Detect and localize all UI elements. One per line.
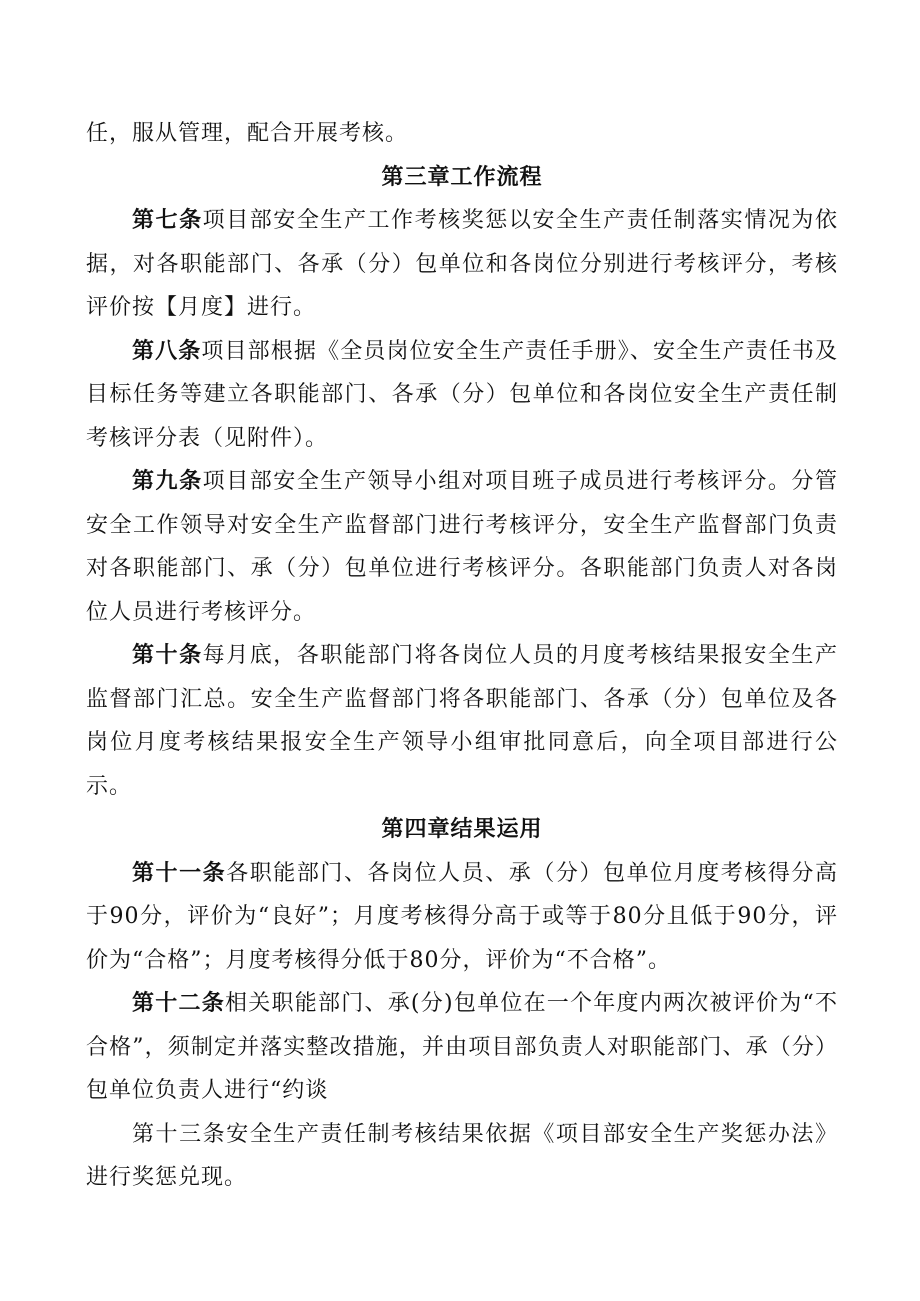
article-7 bbox=[86, 199, 838, 330]
article-8-text: 项目部根据《全员岗位安全生产责任手册》、安全生产责任书及目标任务等建立各职能部门、各承（分）包单位和各岗位安全生产责任制考核评分表（见附件）。 bbox=[86, 338, 838, 451]
article-11-label: 第十一条 bbox=[132, 859, 227, 886]
article-9 bbox=[86, 460, 838, 634]
article-7-text: 项目部安全生产工作考核奖惩以安全生产责任制落实情况为依据，对各职能部门、各承（分）包单位和各岗位分别进行考核评分，考核评价按【月度】进行。 bbox=[86, 208, 838, 320]
document-page bbox=[86, 112, 838, 1200]
article-10 bbox=[86, 634, 838, 808]
article-12-text: 相关职能部门、承(分)包单位在一个年度内两次被评价为“不合格”，须制定并落实整改措施，并由项目部负责人对职能部门、承（分）包单位负责人进行“约谈 bbox=[86, 991, 838, 1103]
article-12-label: 第十二条 bbox=[132, 990, 225, 1016]
chapter-4-title: 第四章结果运用 bbox=[381, 816, 543, 842]
article-7-label: 第七条 bbox=[132, 207, 203, 233]
chapter-3-title: 第三章工作流程 bbox=[381, 163, 543, 190]
article-9-text: 项目部安全生产领导小组对项目班子成员进行考核评分。分管安全工作领导对安全生产监督部门进行考核评分，安全生产监督部门负责对各职能部门、承（分）包单位进行考核评分。各职能部门负责人对各岗位人员进行考核评分。 bbox=[86, 469, 838, 625]
article-12 bbox=[86, 982, 838, 1113]
article-13: 第十三条安全生产责任制考核结果依据《项目部安全生产奖惩办法》进行奖惩兑现。 bbox=[86, 1121, 838, 1190]
article-8-label: 第八条 bbox=[132, 337, 202, 364]
article-10-text: 每月底，各职能部门将各岗位人员的月度考核结果报安全生产监督部门汇总。安全生产监督部门将各职能部门、各承（分）包单位及各岗位月度考核结果报安全生产领导小组审批同意后，向全项目部进行公示。 bbox=[86, 643, 838, 799]
article-11 bbox=[86, 852, 838, 983]
article-9-label: 第九条 bbox=[132, 468, 203, 494]
article-10-label: 第十条 bbox=[132, 642, 203, 668]
intro-line: 任，服从管理，配合开展考核。 bbox=[86, 121, 409, 146]
article-11-text: 各职能部门、各岗位人员、承（分）包单位月度考核得分高于90分，评价为“良好”；月度考核得分高于或等于80分且低于90分，评价为“合格”；月度考核得分低于80分，评价为“不合格”。 bbox=[86, 860, 838, 973]
article-8 bbox=[86, 330, 838, 461]
